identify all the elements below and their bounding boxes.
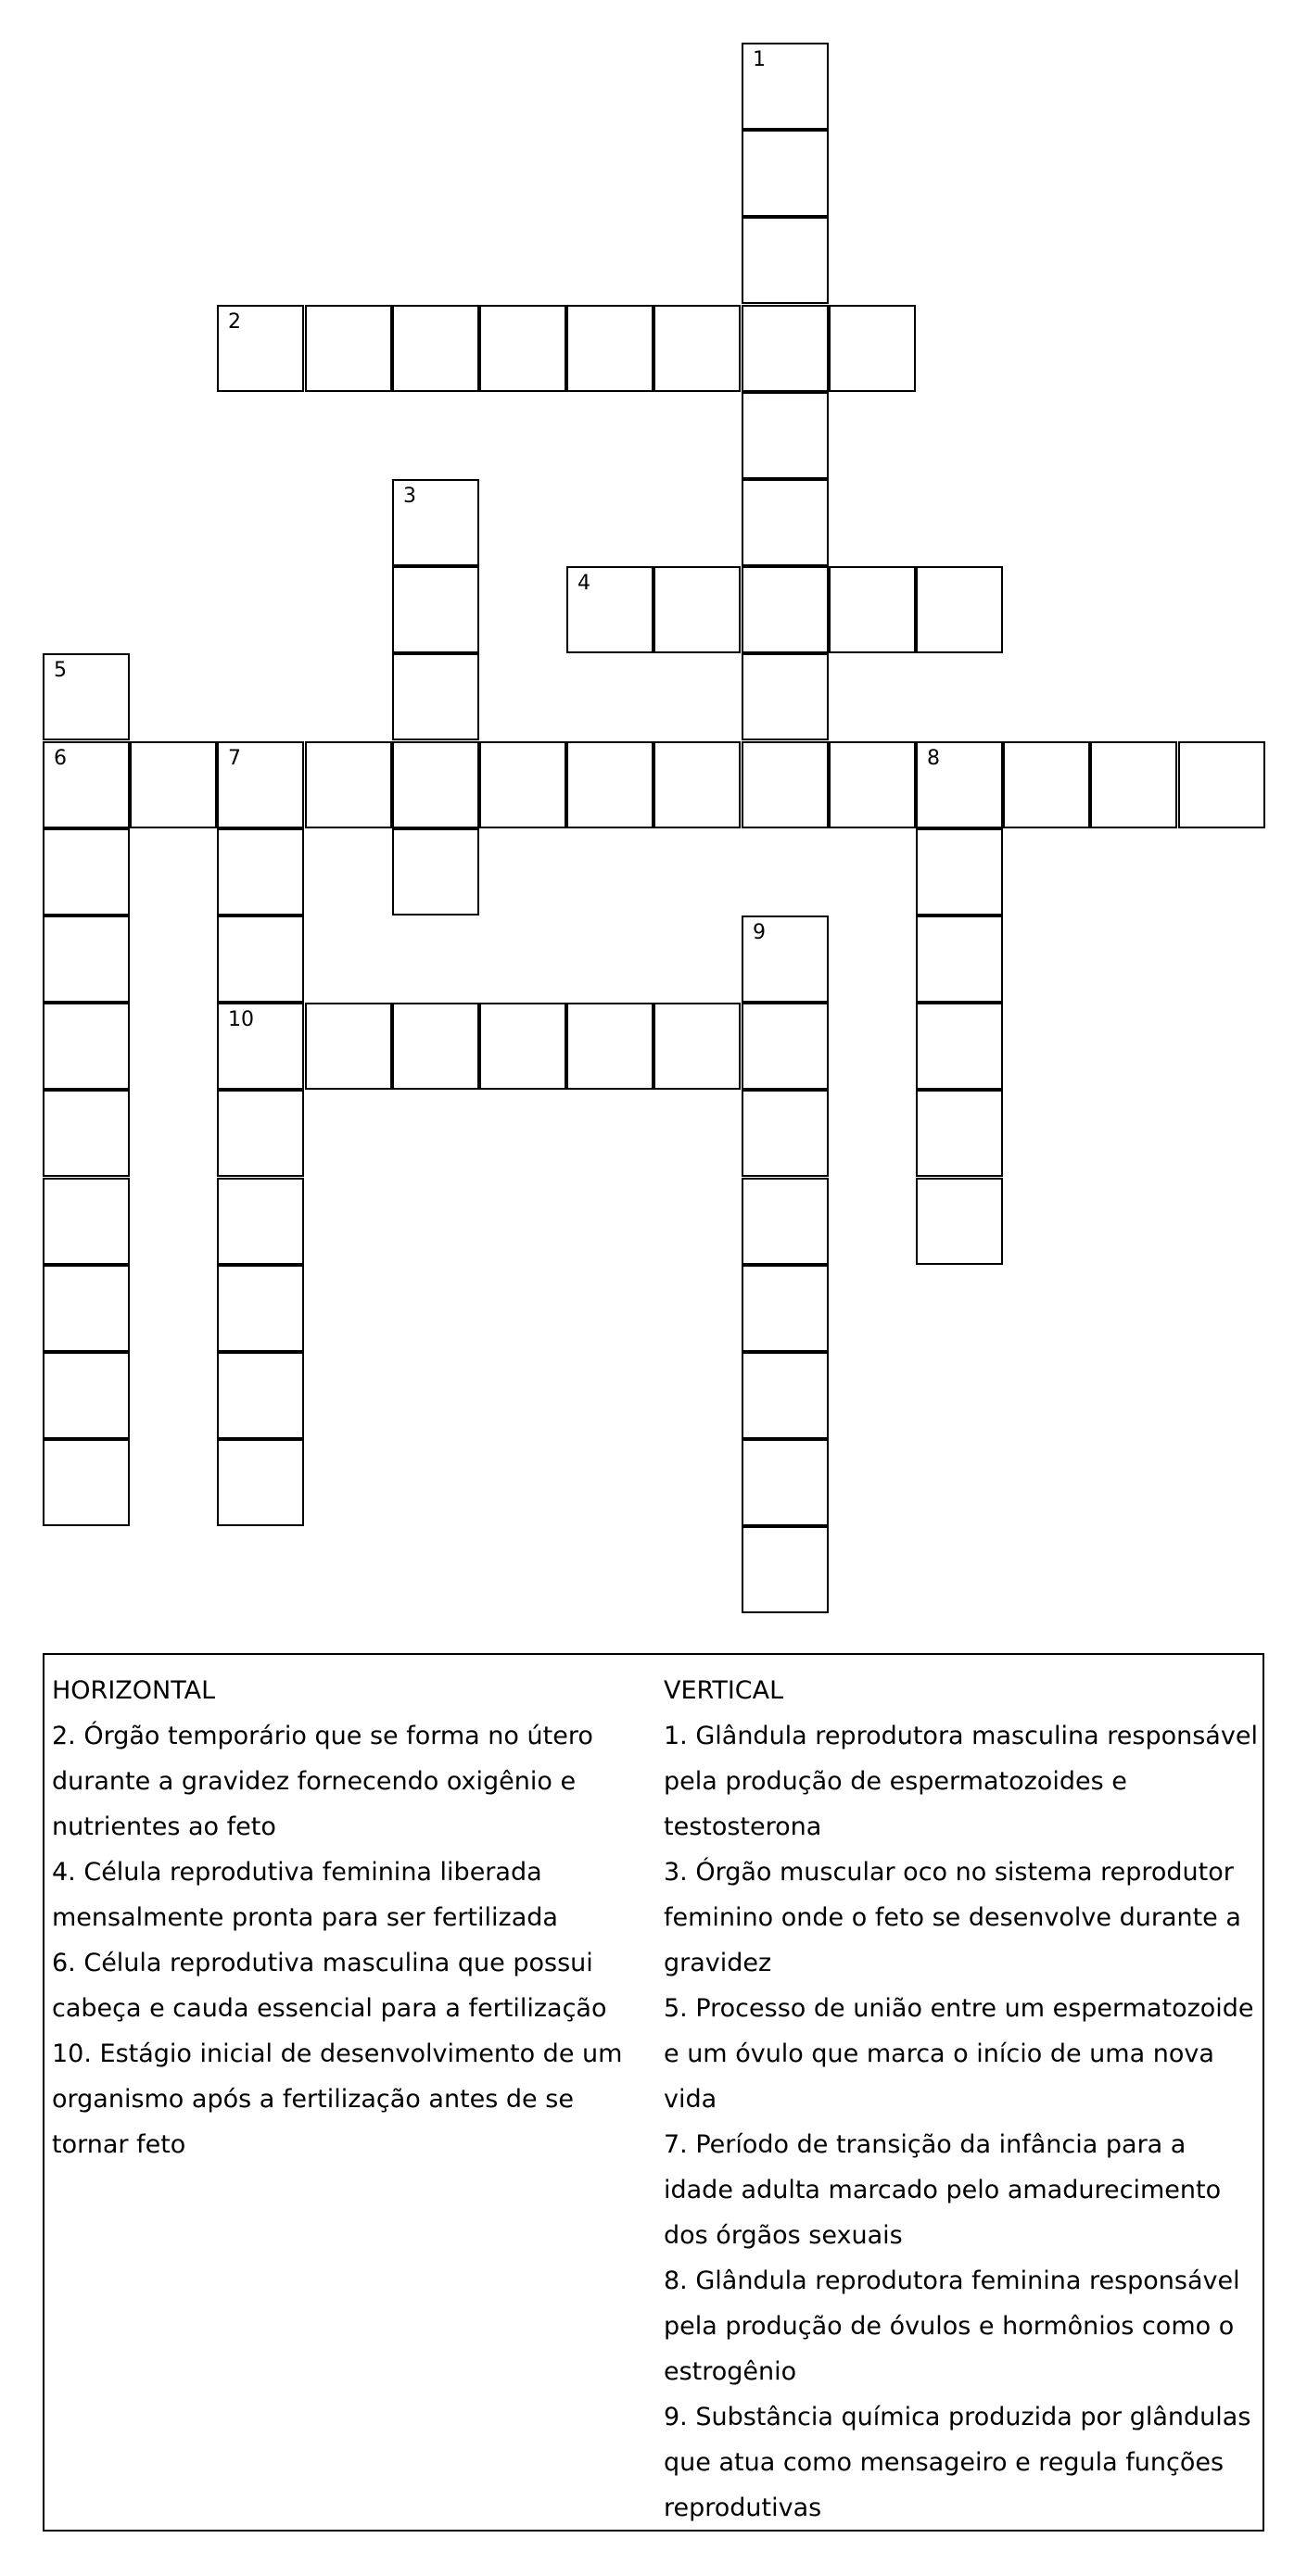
grid-cell[interactable] — [130, 741, 217, 828]
grid-cell[interactable] — [742, 653, 829, 740]
grid-cell[interactable] — [217, 1352, 304, 1439]
grid-cell[interactable] — [305, 1003, 392, 1090]
grid-cell[interactable] — [742, 479, 829, 566]
grid-cell[interactable] — [829, 305, 916, 392]
grid-cell[interactable] — [392, 741, 479, 828]
clue-line: 1. Glândula reprodutora masculina responsável — [664, 1722, 1258, 1750]
grid-cell[interactable] — [742, 1090, 829, 1177]
grid-cell[interactable] — [392, 305, 479, 392]
grid-cell[interactable] — [305, 741, 392, 828]
grid-cell[interactable] — [566, 566, 654, 653]
grid-cell[interactable] — [654, 741, 741, 828]
clue-line: 5. Processo de união entre um espermatozoide — [664, 1994, 1254, 2023]
grid-cell[interactable] — [742, 305, 829, 392]
clue-7 — [664, 2122, 1264, 2258]
grid-cell[interactable] — [1178, 741, 1265, 828]
grid-cell[interactable] — [217, 1090, 304, 1177]
grid-cell[interactable] — [742, 1526, 829, 1613]
clues-box — [43, 1653, 1264, 2532]
grid-cell[interactable] — [1003, 741, 1090, 828]
grid-cell[interactable] — [392, 828, 479, 915]
clue-line: organismo após a fertilização antes de se — [52, 2085, 574, 2114]
grid-cell[interactable] — [43, 741, 130, 828]
clue-line: 10. Estágio inicial de desenvolvimento de um — [52, 2039, 623, 2068]
horizontal-clues — [52, 1668, 654, 2167]
clue-line: testosterona — [664, 1812, 822, 1841]
grid-cell[interactable] — [742, 130, 829, 217]
vertical-heading: VERTICAL — [664, 1676, 784, 1705]
clue-line: 2. Órgão temporário que se forma no útero — [52, 1722, 593, 1750]
clue-line: estrogênio — [664, 2357, 797, 2386]
grid-cell[interactable] — [43, 1265, 130, 1352]
clue-line: pela produção de óvulos e hormônios como o — [664, 2312, 1235, 2341]
clue-line: 4. Célula reprodutiva feminina liberada — [52, 1858, 542, 1887]
grid-cell[interactable] — [742, 1439, 829, 1526]
grid-cell[interactable] — [742, 566, 829, 653]
clue-6 — [52, 1940, 654, 2031]
grid-cell[interactable] — [916, 566, 1003, 653]
grid-cell[interactable] — [742, 915, 829, 1003]
grid-cell[interactable] — [742, 1003, 829, 1090]
clue-line: feminino onde o feto se desenvolve durante a — [664, 1903, 1241, 1932]
grid-cell[interactable] — [566, 1003, 654, 1090]
grid-cell[interactable] — [742, 1265, 829, 1352]
clue-number: 1 — [753, 48, 766, 71]
clue-8 — [664, 2258, 1264, 2394]
clue-number: 10 — [228, 1008, 254, 1031]
grid-cell[interactable] — [479, 305, 566, 392]
grid-cell[interactable] — [742, 741, 829, 828]
grid-cell[interactable] — [392, 566, 479, 653]
clue-line: 9. Substância química produzida por glândulas — [664, 2403, 1251, 2431]
grid-cell[interactable] — [916, 915, 1003, 1003]
grid-cell[interactable] — [742, 43, 829, 130]
clue-number: 5 — [54, 659, 67, 682]
clue-line: pela produção de espermatozoides e — [664, 1767, 1127, 1796]
clue-number: 7 — [228, 747, 241, 770]
clue-line: mensalmente pronta para ser fertilizada — [52, 1903, 558, 1932]
clue-line: idade adulta marcado pelo amadurecimento — [664, 2176, 1222, 2204]
grid-cell[interactable] — [43, 653, 130, 740]
grid-cell[interactable] — [217, 1178, 304, 1265]
clue-9 — [664, 2394, 1264, 2531]
grid-cell[interactable] — [479, 741, 566, 828]
clue-number: 4 — [577, 572, 590, 595]
grid-cell[interactable] — [829, 741, 916, 828]
clue-line: 3. Órgão muscular oco no sistema reprodutor — [664, 1858, 1234, 1887]
grid-cell[interactable] — [217, 915, 304, 1003]
grid-cell[interactable] — [654, 566, 741, 653]
grid-cell[interactable] — [43, 828, 130, 915]
grid-cell[interactable] — [43, 1352, 130, 1439]
clue-number: 8 — [927, 747, 940, 770]
grid-cell[interactable] — [43, 1439, 130, 1526]
clue-line: 8. Glândula reprodutora feminina responsável — [664, 2267, 1240, 2295]
vertical-clues — [664, 1668, 1264, 2531]
grid-cell[interactable] — [392, 653, 479, 740]
clue-1 — [664, 1713, 1264, 1850]
clue-10 — [52, 2031, 654, 2167]
grid-cell[interactable] — [916, 1090, 1003, 1177]
clue-line: nutrientes ao feto — [52, 1812, 276, 1841]
clue-4 — [52, 1850, 654, 1940]
grid-cell[interactable] — [654, 305, 741, 392]
grid-cell[interactable] — [916, 1178, 1003, 1265]
clue-line: que atua como mensageiro e regula funções — [664, 2448, 1225, 2477]
horizontal-heading: HORIZONTAL — [52, 1676, 216, 1705]
grid-cell[interactable] — [742, 1352, 829, 1439]
grid-cell[interactable] — [217, 1003, 304, 1090]
grid-cell[interactable] — [742, 217, 829, 304]
clue-number: 3 — [403, 485, 416, 508]
grid-cell[interactable] — [43, 1090, 130, 1177]
clue-5 — [664, 1986, 1264, 2122]
grid-cell[interactable] — [217, 305, 304, 392]
clue-number: 6 — [54, 747, 67, 770]
grid-cell[interactable] — [392, 479, 479, 566]
clue-line: durante a gravidez fornecendo oxigênio e — [52, 1767, 577, 1796]
clue-number: 9 — [753, 921, 766, 944]
grid-cell[interactable] — [305, 305, 392, 392]
grid-cell[interactable] — [916, 828, 1003, 915]
clue-3 — [664, 1850, 1264, 1986]
clue-number: 2 — [228, 310, 241, 334]
clue-line: 7. Período de transição da infância para a — [664, 2130, 1186, 2159]
grid-cell[interactable] — [43, 1178, 130, 1265]
clue-line: 6. Célula reprodutiva masculina que possui — [52, 1949, 593, 1977]
clue-line: reprodutivas — [664, 2494, 822, 2522]
grid-cell[interactable] — [217, 828, 304, 915]
grid-cell[interactable] — [916, 741, 1003, 828]
grid-cell[interactable] — [217, 741, 304, 828]
clue-2 — [52, 1713, 654, 1850]
grid-cell[interactable] — [392, 1003, 479, 1090]
grid-cell[interactable] — [742, 1178, 829, 1265]
grid-cell[interactable] — [1090, 741, 1177, 828]
grid-cell[interactable] — [916, 1003, 1003, 1090]
grid-cell[interactable] — [654, 1003, 741, 1090]
grid-cell[interactable] — [479, 1003, 566, 1090]
grid-cell[interactable] — [43, 1003, 130, 1090]
clue-line: cabeça e cauda essencial para a fertilização — [52, 1994, 607, 2023]
clue-line: tornar feto — [52, 2130, 186, 2159]
grid-cell[interactable] — [217, 1439, 304, 1526]
clue-line: dos órgãos sexuais — [664, 2221, 903, 2250]
grid-cell[interactable] — [829, 566, 916, 653]
clue-line: gravidez — [664, 1949, 772, 1977]
clue-line: e um óvulo que marca o início de uma nova vida — [664, 2039, 1214, 2114]
grid-cell[interactable] — [43, 915, 130, 1003]
grid-cell[interactable] — [217, 1265, 304, 1352]
grid-cell[interactable] — [742, 392, 829, 479]
grid-cell[interactable] — [566, 305, 654, 392]
grid-cell[interactable] — [566, 741, 654, 828]
